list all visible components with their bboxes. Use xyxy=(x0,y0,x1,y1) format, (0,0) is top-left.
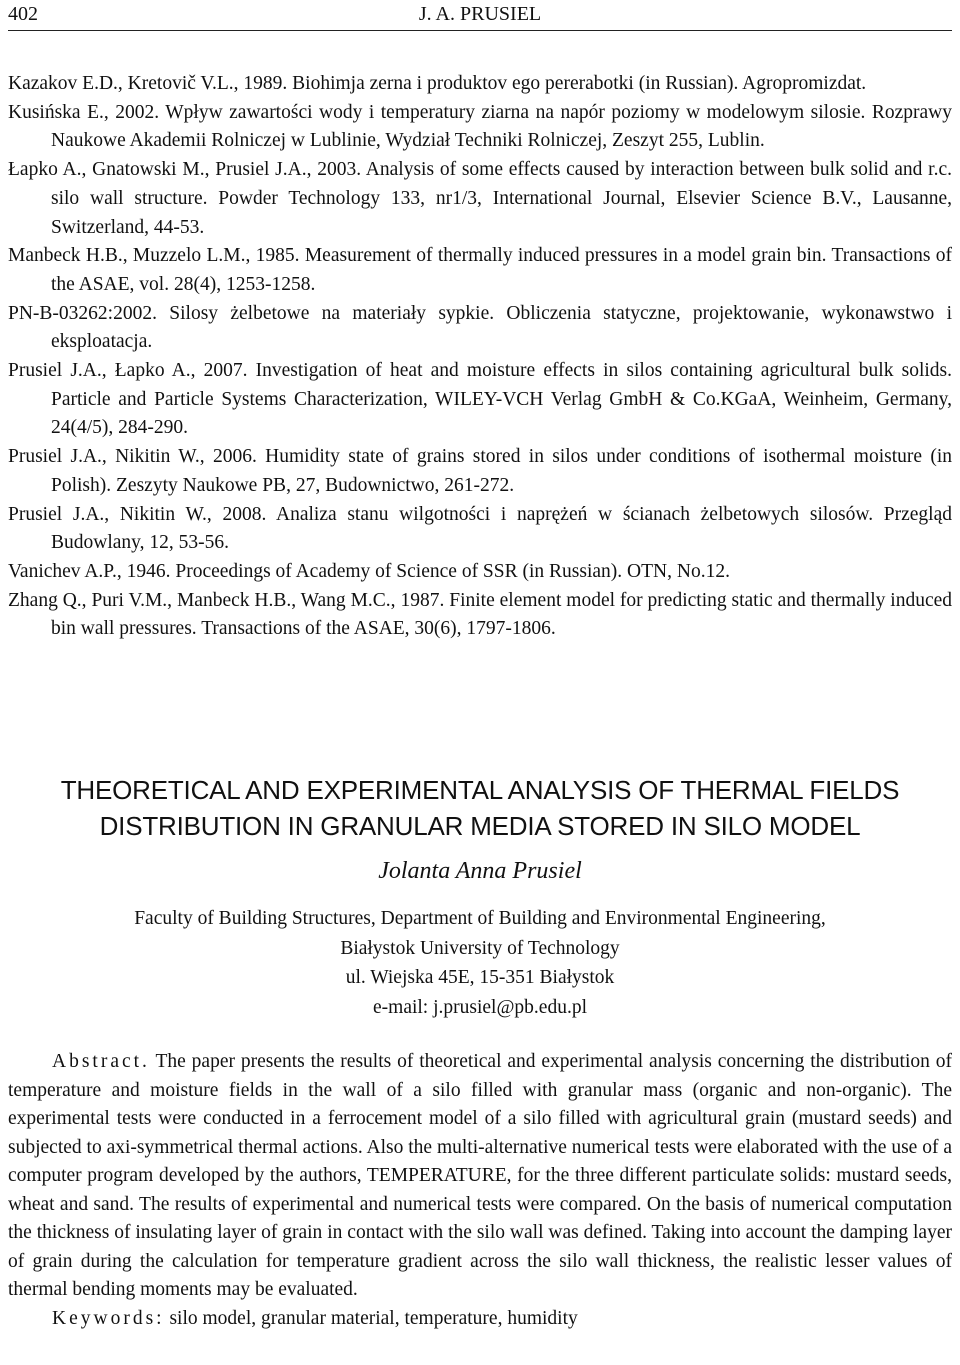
article-title xyxy=(0,772,960,844)
article-title-line: DISTRIBUTION IN GRANULAR MEDIA STORED IN SILO MODEL xyxy=(99,811,861,841)
reference-list xyxy=(8,70,952,644)
keywords-text: silo model, granular material, temperature, humidity xyxy=(169,1307,578,1329)
reference-item: Kusińska E., 2002. Wpływ zawartości wody i temperatury ziarna na napór poziomy w modelowym silosie. Rozprawy Naukowe Akademii Rolniczej w Lublinie, Wydział Techniki Rolniczej, Zeszyt 255, Lublin. xyxy=(8,101,952,152)
affiliation-line: Białystok University of Technology xyxy=(340,937,620,959)
abstract-text: The paper presents the results of theoretical and experimental analysis concerning the distribution of temperature and moisture fields in the wall of a silo filled with granular mass (organic and non-organic). The experimental tests were conducted in a ferrocement model of a silo filled with agricultural grain (mustard seeds) and subjected to axi-symmetrical thermal actions. Also the multi-alternative numerical tests were elaborated with the use of a computer program developed by the authors, TEMPERATURE, for the three different particulate solids: mustard seeds, wheat and sand. The results of experimental and numerical tests were compared. On the basis of numerical computation the thickness of insulating layer of grain in contact with the silo wall was defined. Taking into account the damping layer of grain during the calculation for temperature gradient across the silo wall thickness, the realistic lesser values of thermal bending moments may be evaluated. xyxy=(8,1051,952,1300)
reference-item: Prusiel J.A., Nikitin W., 2006. Humidity state of grains stored in silos under conditions of isothermal moisture (in Polish). Zeszyty Naukowe PB, 27, Budownictwo, 261-272. xyxy=(8,446,952,496)
affiliation-line: Faculty of Building Structures, Department of Building and Environmental Engineering, xyxy=(134,908,826,929)
author-affiliation xyxy=(0,904,960,1022)
reference-item: Prusiel J.A., Nikitin W., 2008. Analiza stanu wilgotności i naprężeń w ścianach żelbetowych silosów. Przegląd Budowlany, 12, 53-56. xyxy=(8,503,952,554)
reference-item: Zhang Q., Puri V.M., Manbeck H.B., Wang M.C., 1987. Finite element model for predicting static and thermally induced bin wall pressures. Transactions of the ASAE, 30(6), 1797-1806. xyxy=(8,589,952,640)
abstract-label: Abstract. xyxy=(52,1051,150,1072)
running-head: J. A. PRUSIEL xyxy=(418,3,542,25)
abstract-paragraph xyxy=(8,1048,952,1305)
reference-item: Prusiel J.A., Łapko A., 2007. Investigation of heat and moisture effects in silos containing agricultural bulk solids. Particle and Particle Systems Characterization, WILEY-VCH Verlag GmbH & Co.KGaA, Weinheim, Germany, 24(4/5), 284-290. xyxy=(8,360,952,439)
reference-item: Kazakov E.D., Kretovič V.L., 1989. Biohimja zerna i produktov ego pererabotki (in Russian). Agropromizdat. xyxy=(8,73,867,94)
affiliation-address: ul. Wiejska 45E, 15-351 Białystok xyxy=(345,967,615,988)
keywords-label: Keywords: xyxy=(52,1307,165,1329)
page-number: 402 xyxy=(8,3,38,25)
reference-item: Łapko A., Gnatowski M., Prusiel J.A., 2003. Analysis of some effects caused by interaction between bulk solid and r.c. silo wall structure. Powder Technology 133, nr1/3, International Journal, Elsevier Science B.V., Lausanne, Switzerland, 44-53. xyxy=(8,159,952,238)
author-email: e-mail: j.prusiel@pb.edu.pl xyxy=(373,996,587,1018)
reference-item: Vanichev A.P., 1946. Proceedings of Academy of Science of SSR (in Russian). OTN, No.12. xyxy=(8,560,730,582)
keywords-line xyxy=(8,1305,952,1334)
article-title-line: THEORETICAL AND EXPERIMENTAL ANALYSIS OF THERMAL FIELDS xyxy=(60,775,900,805)
article-author: Jolanta Anna Prusiel xyxy=(378,858,582,884)
reference-item: PN-B-03262:2002. Silosy żelbetowe na materiały sypkie. Obliczenia statyczne, projektowanie, wykonawstwo i eksploatacja. xyxy=(8,302,952,353)
abstract-section xyxy=(8,1048,952,1333)
page-header xyxy=(8,0,952,31)
reference-item: Manbeck H.B., Muzzelo L.M., 1985. Measurement of thermally induced pressures in a model grain bin. Transactions of the ASAE, vol. 28(4), 1253-1258. xyxy=(8,245,952,295)
